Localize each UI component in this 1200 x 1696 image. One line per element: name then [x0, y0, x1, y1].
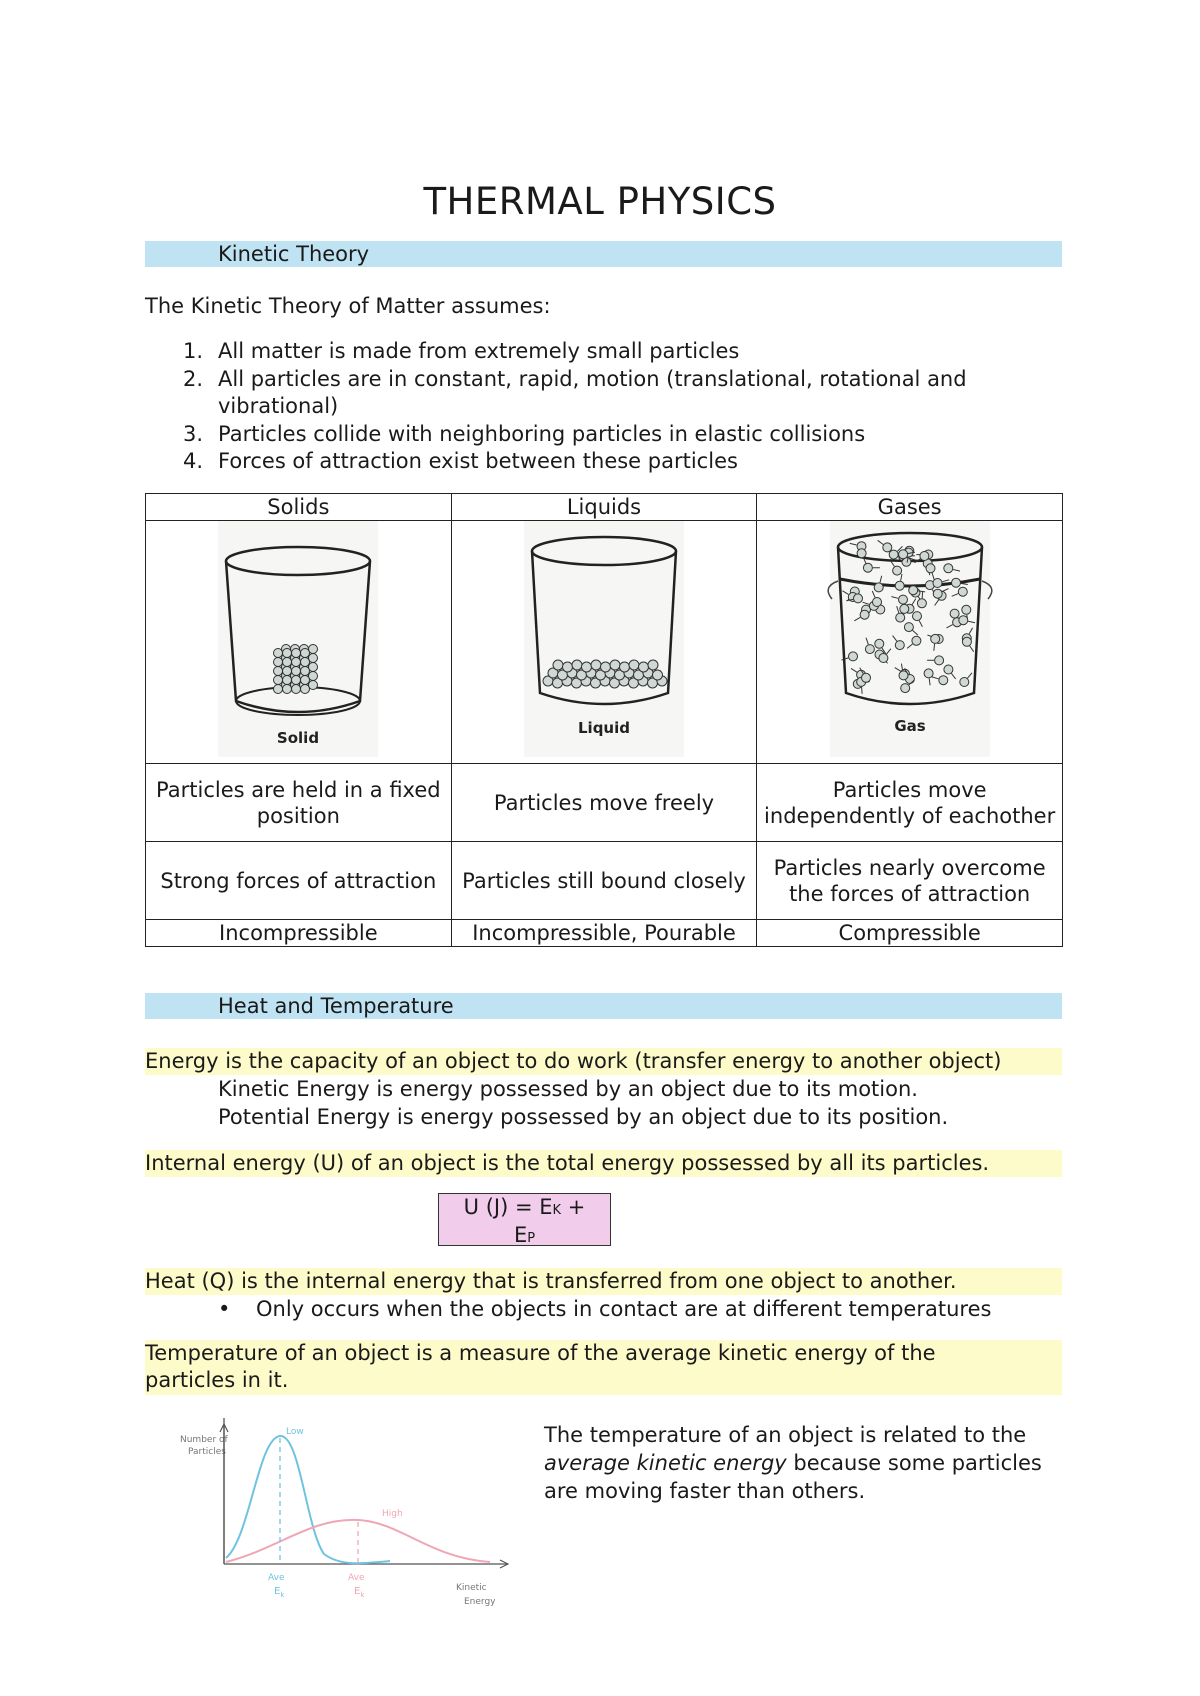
high-peak-label: High [382, 1509, 403, 1519]
solid-particle [301, 649, 310, 658]
list-text: All matter is made from extremely small particles [218, 339, 740, 363]
gas-particle [950, 609, 959, 618]
gas-particle [959, 678, 968, 687]
temperature-definition-line2: particles in it. [145, 1368, 289, 1392]
solid-image-label: Solid [277, 729, 320, 747]
temperature-definition-line1: Temperature of an object is a measure of the average kinetic energy of the [145, 1341, 936, 1365]
table-cell: Strong forces of attraction [146, 842, 452, 920]
liquid-beaker-illustration [454, 521, 754, 757]
gas-particle [863, 563, 872, 572]
solid-particle [283, 658, 292, 667]
liquid-particle [591, 660, 601, 670]
gas-particle [908, 586, 917, 595]
formula-lhs: U (J) = E [463, 1195, 553, 1219]
solid-particle [274, 667, 283, 676]
list-number: 1. [183, 339, 204, 363]
gas-particle [874, 583, 883, 592]
solid-particle [283, 649, 292, 658]
graph-ylabel-line2: Particles [188, 1447, 226, 1457]
solid-particle [274, 658, 283, 667]
section-heading-label: Kinetic Theory [218, 242, 370, 266]
gas-particle [895, 641, 904, 650]
solid-particle [292, 676, 301, 685]
heat-bullet [218, 1296, 991, 1323]
list-number: 3. [183, 421, 204, 446]
solid-particle [283, 667, 292, 676]
list-text: All particles are in constant, rapid, motion (translational, rotational and [218, 366, 967, 391]
gas-particle [962, 637, 971, 646]
gas-particle [879, 654, 888, 663]
temperature-explanation [544, 1421, 1064, 1505]
section-heading-heat-temperature [145, 993, 1062, 1019]
gas-beaker-illustration [760, 521, 1060, 757]
bullet-icon: • [218, 1297, 231, 1321]
section-heading-label: Heat and Temperature [218, 994, 454, 1018]
list-text: Forces of attraction exist between these particles [218, 449, 738, 473]
header-liquids: Liquids [451, 494, 757, 521]
list-item [145, 421, 1065, 449]
gas-particle [920, 552, 929, 561]
solid-particle [292, 667, 301, 676]
gas-particle [933, 579, 942, 588]
potential-energy-definition: Potential Energy is energy possessed by an object due to its position. [218, 1105, 949, 1129]
table-cell: Compressible [757, 920, 1063, 947]
gas-particle [958, 587, 967, 596]
kinetic-energy-definition: Kinetic Energy is energy possessed by an object due to its motion. [218, 1077, 918, 1101]
gas-particle [899, 671, 908, 680]
side-text-pre: The temperature of an object is related to the [544, 1423, 1027, 1447]
intro-text: The Kinetic Theory of Matter assumes: [145, 294, 551, 318]
list-number: 4. [183, 449, 204, 473]
list-number: 2. [183, 366, 204, 391]
gas-particle [889, 550, 898, 559]
gas-image-label: Gas [893, 717, 926, 735]
gas-particle [912, 612, 921, 621]
header-gases: Gases [757, 494, 1063, 521]
list-item [145, 338, 1065, 366]
assumptions-list [145, 338, 1065, 476]
gas-particle [860, 610, 869, 619]
solid-particle [292, 685, 301, 694]
table-cell: Incompressible, Pourable [451, 920, 757, 947]
list-text-continued: vibrational) [218, 394, 339, 418]
solid-beaker-cell [146, 521, 452, 764]
gas-particle [961, 605, 970, 614]
gas-particle [898, 595, 907, 604]
liquid-particle [581, 662, 591, 672]
ek-label-low: $E_k$ [274, 1586, 285, 1599]
list-text: Particles collide with neighboring particles in elastic collisions [218, 421, 866, 446]
energy-definition: Energy is the capacity of an object to do work (transfer energy to another object) [145, 1048, 1062, 1075]
gas-particle [895, 581, 904, 590]
gas-particle [917, 599, 926, 608]
table-cell: Particles move independently of eachother [757, 764, 1063, 842]
gas-particle [938, 676, 947, 685]
gas-particle [912, 636, 921, 645]
gas-particle [861, 673, 870, 682]
liquid-particle [652, 670, 662, 680]
table-cell: Particles nearly overcome the forces of attraction [757, 842, 1063, 920]
ek-label-high: $E_k$ [354, 1586, 365, 1599]
gas-particle [951, 578, 960, 587]
gas-particle [872, 598, 881, 607]
gas-particle [895, 613, 904, 622]
gas-motion-arrow [861, 687, 862, 694]
heat-definition: Heat (Q) is the internal energy that is transferred from one object to another. [145, 1268, 1062, 1295]
gas-particle [944, 665, 953, 674]
liquid-particle [610, 660, 620, 670]
list-item [145, 366, 1065, 421]
gas-particle [892, 566, 901, 575]
gas-particle [865, 645, 874, 654]
table-cell: Particles are held in a fixed position [146, 764, 452, 842]
internal-energy-definition: Internal energy (U) of an object is the total energy possessed by all its particles. [145, 1150, 1062, 1177]
solid-particle [283, 676, 292, 685]
gas-particle [926, 564, 935, 573]
solid-particle [283, 685, 292, 694]
gas-particle [853, 594, 862, 603]
gas-particle [882, 543, 891, 552]
low-peak-label: Low [286, 1427, 304, 1437]
solid-particle [301, 685, 310, 694]
gas-particle [904, 623, 913, 632]
formula-plus: + [561, 1195, 586, 1219]
solid-particle [301, 676, 310, 685]
temperature-definition [145, 1340, 1062, 1395]
liquid-particle [648, 660, 658, 670]
formula-p-subscript: P [527, 1231, 536, 1246]
graph-xlabel-line2: Energy [464, 1597, 496, 1607]
liquid-beaker-cell [451, 521, 757, 764]
graph-ylabel-line1: Number of [180, 1435, 228, 1445]
states-of-matter-table [145, 493, 1063, 947]
table-cell: Particles still bound closely [451, 842, 757, 920]
graph-xlabel-line1: Kinetic [456, 1583, 487, 1593]
solid-particle [292, 658, 301, 667]
page-title: THERMAL PHYSICS [423, 180, 777, 223]
avg-label-high: Ave [348, 1573, 365, 1583]
gas-particle [898, 550, 907, 559]
table-cell: Incompressible [146, 920, 452, 947]
side-text-emphasis: average kinetic energy [544, 1451, 787, 1475]
gas-particle [934, 656, 943, 665]
solid-particle [301, 667, 310, 676]
gas-particle [857, 549, 866, 558]
header-solids: Solids [146, 494, 452, 521]
gas-particle [958, 616, 967, 625]
solid-particle [274, 649, 283, 658]
solid-particle [274, 676, 283, 685]
solid-beaker-illustration [148, 521, 448, 757]
section-heading-kinetic-theory [145, 241, 1062, 267]
heat-bullet-text: Only occurs when the objects in contact are at different temperatures [256, 1297, 992, 1321]
liquid-particle [638, 662, 648, 672]
gas-beaker-cell [757, 521, 1063, 764]
solid-particle-cube [274, 645, 318, 694]
liquid-particles [543, 660, 667, 688]
internal-energy-formula [438, 1193, 611, 1246]
gas-particle [899, 604, 908, 613]
liquid-particle [600, 662, 610, 672]
gas-particle [848, 652, 857, 661]
formula-k-subscript: K [552, 1203, 562, 1218]
gas-particle [874, 639, 883, 648]
liquid-image-label: Liquid [577, 719, 630, 737]
formula-e: E [513, 1223, 528, 1247]
list-item [145, 448, 1065, 476]
low-temperature-curve [226, 1436, 390, 1563]
liquid-particle [553, 660, 563, 670]
liquid-particle [562, 662, 572, 672]
kinetic-energy-distribution-graph [150, 1418, 530, 1618]
avg-label-low: Ave [268, 1573, 285, 1583]
gas-particle [900, 684, 909, 693]
side-text-post: because some particles are moving faster than others. [544, 1451, 1042, 1503]
solid-particle [274, 685, 283, 694]
gas-particle [924, 669, 933, 678]
liquid-particle [629, 660, 639, 670]
table-cell: Particles move freely [451, 764, 757, 842]
gas-particle [943, 564, 952, 573]
solid-particle [292, 649, 301, 658]
gas-particle [930, 634, 939, 643]
liquid-particle [619, 662, 629, 672]
gas-particle [933, 589, 942, 598]
liquid-particle [572, 660, 582, 670]
solid-particle [301, 658, 310, 667]
